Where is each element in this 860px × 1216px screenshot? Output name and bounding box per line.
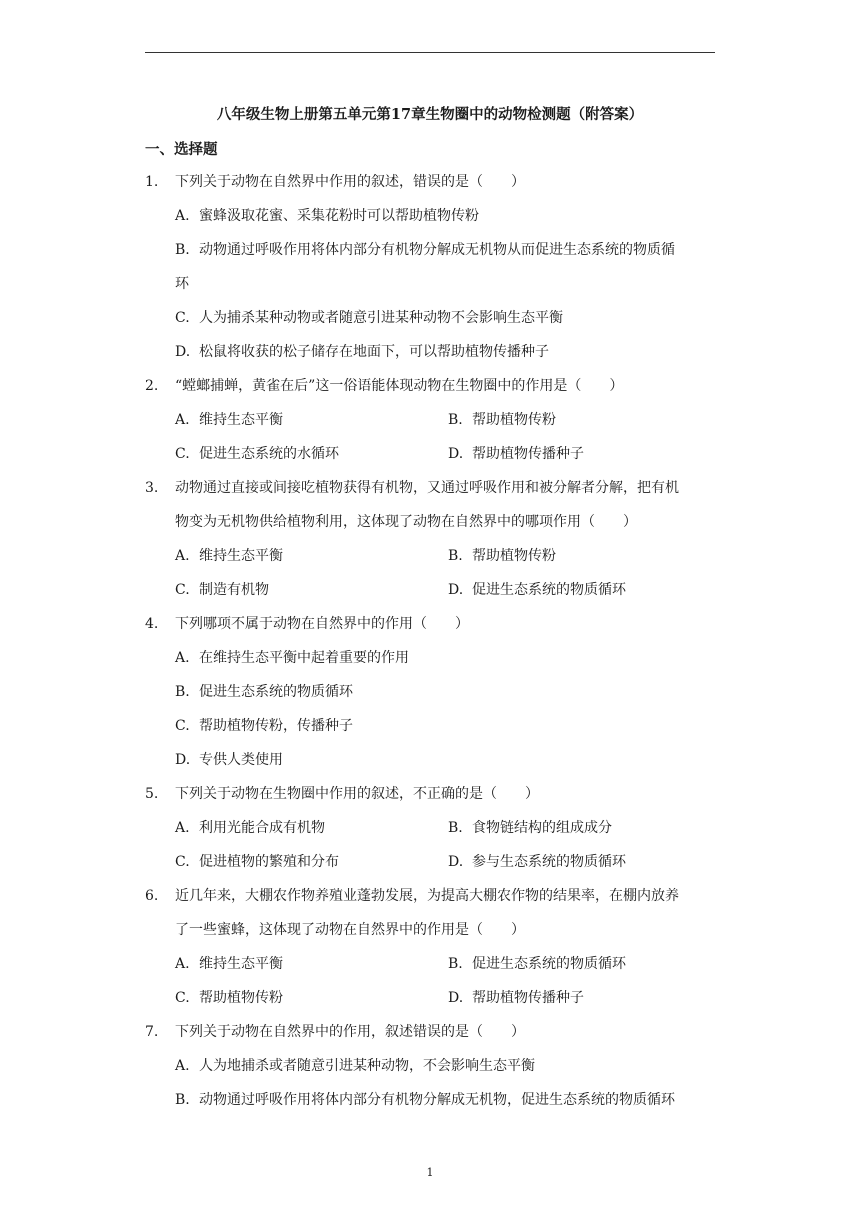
option-text: 帮助植物传粉 [199, 990, 283, 1006]
question-item [145, 783, 720, 885]
question-stem: 近几年来，大棚农作物养殖业蓬勃发展，为提高大棚农作物的结果率，在棚内放养 [175, 888, 679, 904]
question-stem: 下列关于动物在生物圈中作用的叙述，不正确的是（ ） [175, 786, 539, 802]
answer-option [175, 953, 283, 975]
question-line [145, 1021, 720, 1055]
option-text: 促进生态系统的水循环 [199, 446, 339, 462]
option-text: 帮助植物传粉 [472, 548, 556, 564]
question-item [145, 613, 720, 783]
answer-option [175, 749, 283, 771]
question-line [145, 375, 720, 409]
answer-option [448, 987, 584, 1009]
option-letter: C. [175, 582, 190, 598]
question-stem: 下列关于动物在自然界中的作用，叙述错误的是（ ） [175, 1024, 525, 1040]
answer-option [175, 817, 325, 839]
answer-option [175, 443, 339, 465]
option-row [145, 443, 720, 477]
option-row [145, 239, 720, 273]
option-letter: B. [448, 412, 463, 428]
option-row [145, 409, 720, 443]
option-letter: C. [175, 310, 190, 326]
question-item [145, 171, 720, 375]
answer-option [448, 851, 626, 873]
question-number: 3. [145, 480, 159, 496]
question-stem: 下列关于动物在自然界中作用的叙述，错误的是（ ） [175, 174, 525, 190]
option-text: 动物通过呼吸作用将体内部分有机物分解成无机物，促进生态系统的物质循环 [199, 1092, 675, 1108]
question-item [145, 375, 720, 477]
option-row [145, 1055, 720, 1089]
answer-option [175, 409, 283, 431]
answer-option [175, 1089, 675, 1111]
option-row [145, 851, 720, 885]
question-stem: 下列哪项不属于动物在自然界中的作用（ ） [175, 616, 469, 632]
question-line [145, 477, 720, 511]
question-line [145, 171, 720, 205]
option-text: 人为地捕杀或者随意引进某种动物，不会影响生态平衡 [199, 1058, 535, 1074]
option-letter: C. [175, 854, 190, 870]
option-text: 参与生态系统的物质循环 [472, 854, 626, 870]
question-list [145, 171, 720, 1123]
page-number: 1 [426, 1166, 434, 1179]
option-letter: C. [175, 718, 190, 734]
option-row [145, 715, 720, 749]
question-stem: “螳螂捕蝉，黄雀在后”这一俗语能体现动物在生物圈中的作用是（ ） [175, 378, 624, 394]
answer-option [175, 307, 563, 329]
option-letter: B. [448, 956, 463, 972]
option-text: 人为捕杀某种动物或者随意引进某种动物不会影响生态平衡 [199, 310, 563, 326]
option-text: 帮助植物传播种子 [472, 446, 584, 462]
answer-option [175, 239, 675, 261]
question-number: 6. [145, 888, 159, 904]
answer-option [448, 409, 556, 431]
option-text: 蜜蜂汲取花蜜、采集花粉时可以帮助植物传粉 [199, 208, 479, 224]
option-letter: D. [448, 990, 464, 1006]
option-text: 维持生态平衡 [199, 956, 283, 972]
answer-option [175, 715, 353, 737]
option-text: 维持生态平衡 [199, 412, 283, 428]
answer-option [175, 545, 283, 567]
section-heading: 一、选择题 [145, 141, 218, 158]
answer-option [175, 681, 353, 703]
option-row [145, 647, 720, 681]
answer-option [175, 205, 479, 227]
option-row [145, 817, 720, 851]
question-line [145, 783, 720, 817]
option-row [145, 545, 720, 579]
option-text: 帮助植物传粉，传播种子 [199, 718, 353, 734]
option-row [145, 341, 720, 375]
option-text: 专供人类使用 [199, 752, 283, 768]
option-text: 帮助植物传播种子 [472, 990, 584, 1006]
option-text: 促进生态系统的物质循环 [199, 684, 353, 700]
option-letter: A. [175, 650, 190, 666]
question-number: 1. [145, 174, 159, 190]
question-number: 5. [145, 786, 159, 802]
question-line [145, 919, 720, 953]
option-text: 帮助植物传粉 [472, 412, 556, 428]
option-letter: B. [175, 242, 190, 258]
option-text: 环 [175, 276, 189, 292]
option-row [145, 307, 720, 341]
option-row [145, 749, 720, 783]
question-line [145, 885, 720, 919]
option-text: 在维持生态平衡中起着重要的作用 [199, 650, 409, 666]
answer-option [448, 545, 556, 567]
option-letter: A. [175, 208, 190, 224]
header-rule [145, 52, 715, 53]
option-text: 促进生态系统的物质循环 [472, 582, 626, 598]
option-letter: A. [175, 956, 190, 972]
question-item [145, 1021, 720, 1123]
answer-option [175, 987, 283, 1009]
question-stem: 物变为无机物供给植物利用，这体现了动物在自然界中的哪项作用（ ） [175, 514, 637, 530]
option-text: 促进植物的繁殖和分布 [199, 854, 339, 870]
option-letter: C. [175, 990, 190, 1006]
question-number: 7. [145, 1024, 159, 1040]
answer-option [175, 851, 339, 873]
option-letter: D. [175, 752, 191, 768]
option-letter: A. [175, 1058, 190, 1074]
question-stem: 动物通过直接或间接吃植物获得有机物，又通过呼吸作用和被分解者分解，把有机 [175, 480, 679, 496]
option-letter: B. [448, 548, 463, 564]
question-number: 4. [145, 616, 159, 632]
option-row [145, 579, 720, 613]
option-row [145, 681, 720, 715]
option-row [145, 1089, 720, 1123]
option-letter: D. [448, 446, 464, 462]
option-row [145, 273, 720, 307]
option-letter: B. [448, 820, 463, 836]
question-line [145, 613, 720, 647]
option-letter: A. [175, 412, 190, 428]
option-row [145, 987, 720, 1021]
question-item [145, 885, 720, 1021]
answer-option [175, 273, 189, 295]
answer-option [448, 953, 626, 975]
option-letter: B. [175, 684, 190, 700]
question-line [145, 511, 720, 545]
question-number: 2. [145, 378, 159, 394]
answer-option [448, 443, 584, 465]
option-letter: B. [175, 1092, 190, 1108]
option-row [145, 953, 720, 987]
answer-option [175, 647, 409, 669]
option-text: 食物链结构的组成成分 [472, 820, 612, 836]
answer-option [175, 341, 549, 363]
option-text: 制造有机物 [199, 582, 269, 598]
option-text: 动物通过呼吸作用将体内部分有机物分解成无机物从而促进生态系统的物质循 [199, 242, 675, 258]
answer-option [448, 579, 626, 601]
question-item [145, 477, 720, 613]
option-text: 促进生态系统的物质循环 [472, 956, 626, 972]
option-letter: C. [175, 446, 190, 462]
question-stem: 了一些蜜蜂，这体现了动物在自然界中的作用是（ ） [175, 922, 525, 938]
option-letter: A. [175, 548, 190, 564]
answer-option [175, 579, 269, 601]
option-text: 利用光能合成有机物 [199, 820, 325, 836]
option-row [145, 205, 720, 239]
option-text: 维持生态平衡 [199, 548, 283, 564]
page-title: 八年级生物上册第五单元第17章生物圈中的动物检测题（附答案） [216, 106, 644, 123]
answer-option [448, 817, 612, 839]
option-letter: D. [448, 582, 464, 598]
option-letter: D. [448, 854, 464, 870]
option-text: 松鼠将收获的松子储存在地面下，可以帮助植物传播种子 [199, 344, 549, 360]
option-letter: A. [175, 820, 190, 836]
answer-option [175, 1055, 535, 1077]
option-letter: D. [175, 344, 191, 360]
